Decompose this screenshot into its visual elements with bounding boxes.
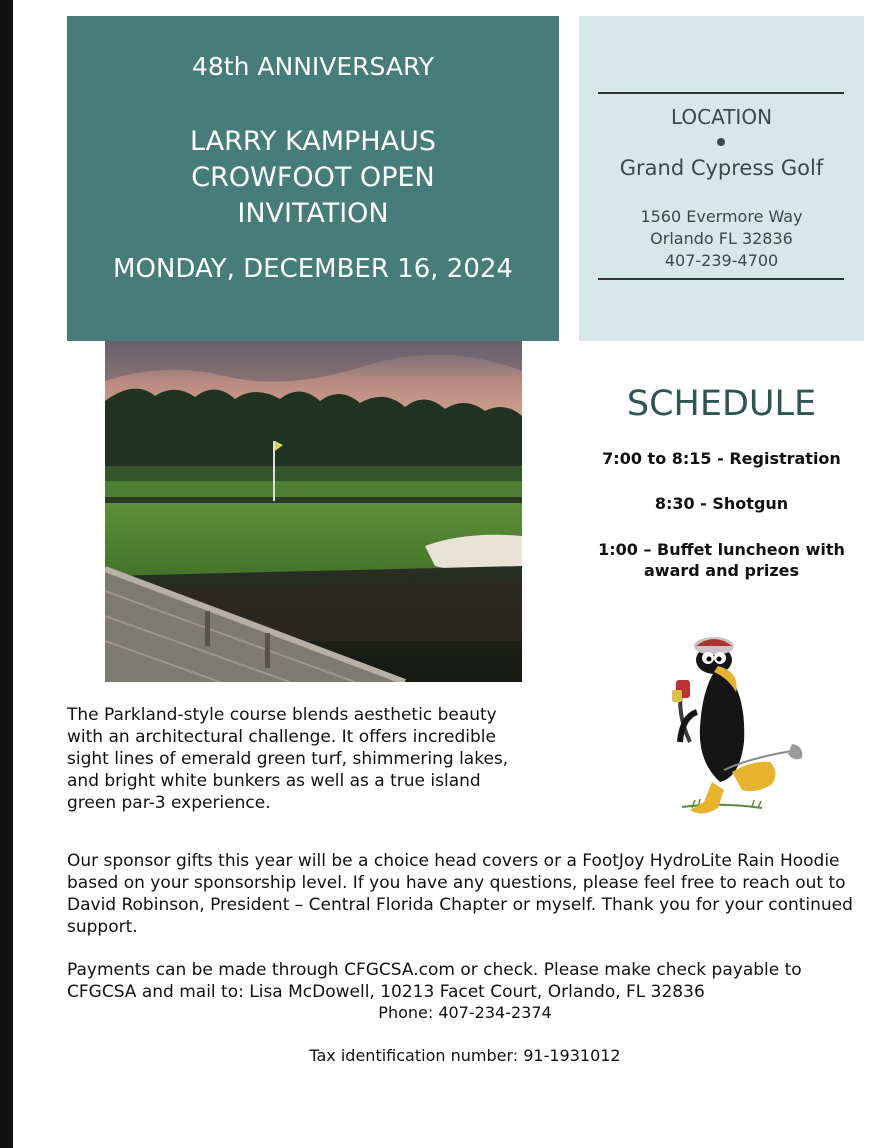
event-name-line: CROWFOOT OPEN	[191, 162, 435, 193]
event-title-panel	[67, 16, 559, 341]
location-top-rule	[598, 92, 844, 94]
anniversary-heading: 48th ANNIVERSARY	[191, 52, 435, 81]
sponsor-line: Our sponsor gifts this year will be a choice head covers or a FootJoy HydroLite Rain Hoodie	[67, 851, 840, 871]
payment-line: CFGCSA and mail to: Lisa McDowell, 10213 Facet Court, Orlando, FL 32836	[67, 982, 705, 1002]
schedule-item-luncheon	[579, 539, 864, 581]
schedule-line: 1:00 – Buffet luncheon with	[598, 540, 845, 559]
description-line: and bright white bunkers as well as a true island	[67, 771, 481, 791]
bullet-dot	[717, 138, 725, 146]
address-street: 1560 Evermore Way	[640, 207, 803, 226]
venue-phone: 407-239-4700	[664, 251, 779, 270]
location-bottom-rule	[598, 278, 844, 280]
schedule-item-shotgun: 8:30 - Shotgun	[654, 494, 789, 513]
event-name	[67, 124, 559, 232]
location-heading: LOCATION	[670, 105, 773, 129]
payment-paragraph	[67, 959, 872, 1003]
event-name-line: INVITATION	[237, 198, 389, 229]
description-line: sight lines of emerald green turf, shimmering lakes,	[67, 749, 509, 769]
golf-course-photo	[105, 341, 522, 682]
description-line: with an architectural challenge. It offers incredible	[67, 727, 496, 747]
description-line: green par-3 experience.	[67, 793, 271, 813]
sponsor-line: based on your sponsorship level. If you have any questions, please feel free to reach out to	[67, 873, 846, 893]
contact-phone: Phone: 407-234-2374	[378, 1003, 552, 1022]
location-panel	[579, 16, 864, 341]
tax-id: Tax identification number: 91-1931012	[309, 1046, 621, 1065]
event-name-line: LARRY KAMPHAUS	[190, 126, 436, 157]
description-line: The Parkland-style course blends aesthetic beauty	[67, 705, 497, 725]
venue-address	[579, 206, 864, 272]
left-edge-bar	[0, 0, 13, 1148]
sponsor-line: David Robinson, President – Central Florida Chapter or myself. Thank you for your continued	[67, 895, 853, 915]
schedule-line: award and prizes	[643, 561, 799, 580]
sponsor-line: support.	[67, 917, 138, 937]
payment-line: Payments can be made through CFGCSA.com or check. Please make check payable to	[67, 960, 802, 980]
course-description	[67, 704, 547, 814]
event-date: MONDAY, DECEMBER 16, 2024	[113, 254, 513, 284]
sponsor-paragraph	[67, 850, 872, 938]
address-city: Orlando FL 32836	[650, 229, 793, 248]
crow-golfer-mascot-icon	[662, 632, 810, 820]
schedule-item-registration: 7:00 to 8:15 - Registration	[602, 449, 841, 468]
venue-name: Grand Cypress Golf	[619, 156, 824, 180]
schedule-heading: SCHEDULE	[626, 384, 817, 424]
